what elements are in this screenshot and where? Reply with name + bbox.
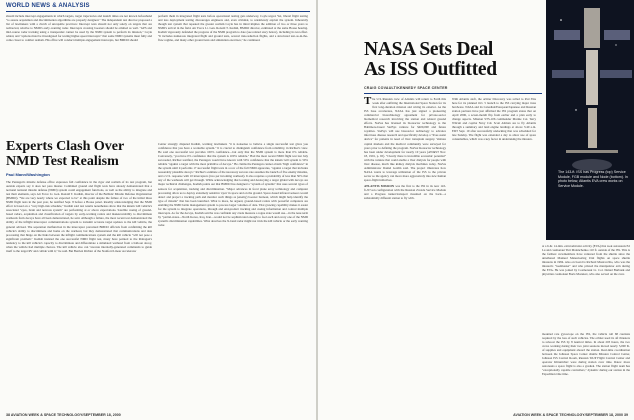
left-footer: 38 AVIATION WEEK & SPACE TECHNOLOGY/SEPTEMBER 18, 2000: [6, 413, 121, 417]
right-headline-line2: As ISS Outfitted: [364, 59, 497, 80]
section-rule: [6, 11, 310, 12]
right-col4: mounted rate gyroscope on the ISS, the vehicle roll 68 cautions required by the loss of such vehicles. The orbiter used its aft thrusters to reboost the ISS by 8 nautical miles. In about 203 hours, the two crews working during their two joint sessions moved nearly 5,000 lb. of supplies and equipment aboard the station. Real-time coordination between the Johnson Space Center shuttle Mission Control Center, Johnson ISS Control Room, Russian TsUP Flight Control Center and operator Khrunichev were during station crew time. Rates: more astronauts a space flight is also a gradual. The station flight team has "exceptionally capable controllers," dynamic during our station in the Expedition One time.: [542, 332, 630, 377]
right-page: [318, 0, 634, 420]
headline-rule: [364, 93, 542, 94]
article-headline: Experts Clash Over NMD Test Realism: [6, 139, 124, 169]
dropcap: T: [364, 97, 372, 107]
left-col1-bottom: The Pentagon's missile defense office expresses full confidence in the rigor and realism of its test program, but outside experts say it does not pass muster. Combined ground and flight tests have already demonstrated that a notional national missile defense (NMD) system could engagement functions, as well as the ability to integrate and test their elements, says Air Force Lt. Gen. Ronald T. Kadish, director of the Ballistic Missile Defense Organization (BMDO). "We are very nearly where we expected to be" at this point despite the failure of two of the initial three NMD flight tests in the past year, he testified Sept. 8 before a House panel. Readily acknowledging that the NMD effort is based on a "very high-risk schedule," Kadish said test results nonetheless show that the kinetic kill vehicle's associated "eyes, brain and nervous system" are performing at or above expectations. Satellite cueing of ground-based radars, acquisition and classification of targets by early-warning radars and maneuverability to discriminate warheads from decoys have all been demonstrated, he said. Although a failure, the most recent test demonstrated the ability of the inflight interceptor communications system to transmit accurate target updates to the kill vehicle, the general advised. The separation malfunction in the interceptor prevented BMDO officials from confirming the kill vehicle's ability to discriminate and home on the warhead, but they demonstrated that communications and data processing that hinge on the links between the inflight communications system and the kill vehicle "will not pose a significant problem." Kadish insisted the one successful NMD flight test, many have pointed to the Pentagon's tendency to the kill vehicle's capacity to discriminate and differentiate a simulated warhead from a balloon decoy, when the vehicle had multiple choices. The kill vehicle also can "execute internally-generated commands to guide itself to the target RV and collide with it," he said. But Berrien Richter of the Stanford Linear Accelerator: [6, 180, 152, 253]
right-col1: [364, 97, 446, 311]
subhead: ATLANTIS MISSION: [364, 183, 395, 188]
left-col1-top: should include intercept engagements in which targets, target trajectories and launch times are not known beforehand "to assure acquisition and discrimination algorithms are properly designed." The independent test director proposed a list of lawmakers with a clutch of uncapable practices: Intercept tests should not only solely on targets that are redirected, relative to NMD's early-warning radar. Intercepts crossing boosters should be omitted as well. "GPS and mid-course radar tracking using a transponder cannot be used by the NMD system to perform its mission," Coyle added, and "options must be investigated for testing higher-speed intercepts" that some NMD systems must fully and come closer to combat realism. His office will conduct multiple engagement intercepts, but BMDO should: [6, 14, 152, 43]
photo-caption: The 143-ft. ISS has Progress (top) Service Module, FGB module and Node (bottom). In photo below, Atlantis EVA crew works on Service Module.: [558, 170, 628, 188]
article-byline: Paul Mann/Washington: [6, 172, 50, 177]
right-col2: With Atlantis aloft, the orbiter Discovery was rolled to Pad 39A here for its planned Oct. 5 launch to the ISS carrying major truss hardware. NASA and its Canadian/European/Japanese and Russian station partners have just affirmed the ISS program status that on April 2006, a seven-month flip from earlier and a plan early to change aspects. Mission STS-106 commander Marine Col. Terry Wilcutt and copilot Navy Cdr. Scott Altman are to fly Atlantis through a summary and land engine landings at above 3:40 a.m. EDT Sept. 19 after successfully undocking that was scheduled for late Sunday. The flight was extended a day to allow use of spare consumables, which was a key factor in undertaking the mission.: [452, 97, 536, 142]
right-headline: [364, 40, 497, 80]
iss-photo: [546, 0, 634, 240]
right-headline-line1: NASA Sets Deal: [364, 39, 494, 60]
right-footer: AVIATION WEEK & SPACE TECHNOLOGY/SEPTEMBER 18, 2000 39: [513, 413, 628, 417]
left-page: [0, 0, 316, 420]
left-col2-top: perform them in integrated flight tests before operational testing gets underway, Coyle urged. Yet, liberal flight testing and less deployment testing discourages engineers and, even criminal, to relentlessly exploit the system. Inherently though test system that repeated the greater realism Coyle has in mind implies the addition of two or three years to NMD's arrival in the field. Air Force Lt. Gen. Ronald T. Kadish, BMDO director, estimated at the same House hearing. Kadish vigorously defended the progress of the NMD program to date (see related story below), including its test effort. "It includes numerous integrated flight and ground tests, several risk-reduction flights, and a structured test-as-in-the-flow regime, and many other ground tests and simulation exercises," he continued.: [158, 14, 308, 43]
right-col3: at a 6-hr. 14-min. extravehicular activity (EVA) that took astronauts Ed Lu and cosmonaut Yuri Malenchenko 110 ft. outside of the ISS. This is the farthest crewmembers have ventured from the shuttle since the untethered Manned Maneuvering Unit flights on space shuttle missions in 1984. Also on board is Richard Mastracchio, who was the mission's "loadmaster" and who piloted the manipulator arm during the EVA. He was joined by Cosmonaut Lt. Col. Daniel Burbank and physician cosmonaut Boris Morukov, who also served on the crew.: [542, 244, 630, 277]
left-col2-bottom: Center strongly disputed Kadish, warning lawmakers "it is nonsense to believe a single successful test gives you confidence that you have a workable system." It is crucial to distinguish confidence from reliability, in Richter's view. He said one successful test provides 100% confidence—but only that the NMD system is more than 0% reliable. Conversely, "you have 0% confidence that the system is 100% reliable." Had the most recent NMD flight test last July succeeded, Richter testified, the Pentagon would have known with 50% confidence that the kinetic kill system is 50% reliable "against a target with the most primitive of decoys." He claims the Pentagon cannot obtain "high confidence" in the system until it performs 17 successful flight tests in a row of the full NMD apparatus, "against a target that includes reasonably plausible decoys." Richter's estimate of the necessary success rate assumes the launch of five enemy missiles, and a U.S. response with 10 interceptors (two per incoming warhead). It also requires a probability of less than 50% that any of the warheads will get through. While acknowledging that locating and destroying a target gilded with decoys are major technical challenges, Kadish points out that BMDO has designed a "system of systems" that uses several types of sensors for acquisition, tracking and discrimination. "Major advances in focal plane array technology and computer processing allow us to deploy extremely sensitive 'eyes' in space and on the ground. Space-based infrared sensors would detect and project a tracking path and monitor such things as (enemy) booster burnout, which might help identify the type of missile" that has been launched. What is more, he argued, ground-based radars with powerful computers are enabling the NMD battle management system to process larger volumes of data. That growing capability makes it easier for the system to integrate operations, through and end-product tracking and cueing information and control multiple intercepts. As for the decoys, Kadish said he was confident any crude measure a rogue state would use—in the near-term by "partial-states—North Korea, Iraq, Iran—would not be sophisticated enough to fool each and every one of the NMD system's discrimination capabilities. What deceives the X-band radar might not trick the kill vehicle or the early warning radar.: [158, 142, 308, 227]
iss-station-illustration: [546, 0, 634, 240]
right-col1-tail: was the first to the ISS in its new 143-ft./67-ton configuration with the Russian Zvezda Service Module and a Progress tanker/transport mounted on the back—a substantially different station to fly with.: [364, 183, 446, 201]
section-tag: WORLD NEWS & ANALYSIS: [6, 3, 90, 9]
right-byline: CRAIG COVAULT/KENNEDY SPACE CENTER: [364, 86, 448, 90]
right-col1-text: he U.S./Russian crew of Atlantis will return to Earth this week after outfitting the International Space Station for its first long-duration mission and wiring its exterior. As the ISS base accelerates, NASA has just signed a pioneering commercial biotechnology agreement for private-sector biomedical research involving the station and related ground efforts. NASA has licensed its bioreactor technology to the Baltimore-based StelSys venture for $400,000 and future royalties. StelSys will use bioreactor technology to advance infectious disease research and specifically develop a "liver-assist device" for patients in need of liver transplant surgery. Venture capital markets and the medical community were surveyed for years prior to defining the program. NASA bioreactor technology has been under development for nearly 10 years (AW&ST Nov. 18, 1991, p. 65). "Clearly there is incredible economic potential" with the venture that could enable a liver dialysis for people with liver disease, much like kidney dialysis machines today, NASA Administrator Daniel Goldin said. The project illustrates how NASA wants to leverage utilization of the ISS to the private sector so the agency can move more aggressively into new human space-flight initiatives.: [364, 97, 446, 182]
